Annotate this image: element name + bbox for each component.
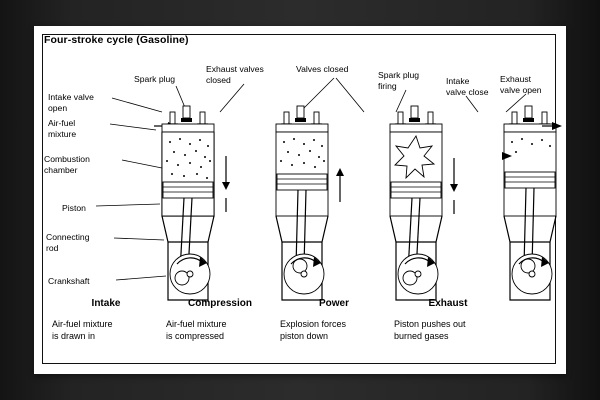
label-intake-valve-open: Intake valve open [48, 92, 94, 113]
label-spark-plug: Spark plug [134, 74, 176, 84]
stage-label-compression: Compression [188, 298, 252, 309]
stage-caption-exhaust: Piston pushes out burned gases [394, 319, 466, 341]
label-crankshaft: Crankshaft [48, 276, 90, 286]
label-exhaust-valves-closed: Exhaust valves closed [206, 64, 264, 85]
stage-caption-compression: Air-fuel mixture is compressed [166, 319, 227, 341]
label-air-fuel-mixture: Air-fuel mixture [48, 118, 77, 139]
stage-diagram-intake [154, 106, 230, 300]
label-spark-plug-firing: Spark plug firing [378, 70, 420, 91]
stage-diagram-compression [276, 106, 344, 300]
stage-caption-power: Explosion forces piston down [280, 319, 347, 341]
stage-caption-intake: Air-fuel mixture is drawn in [52, 319, 113, 341]
diagram-sheet [34, 26, 566, 374]
stage-label-intake: Intake [91, 298, 121, 309]
stage-diagram-exhaust [502, 106, 562, 300]
label-connecting-rod: Connecting rod [46, 232, 90, 253]
label-piston: Piston [62, 203, 86, 213]
stage-diagram-power [390, 106, 458, 300]
label-valves-closed: Valves closed [296, 64, 349, 74]
stage-label-exhaust: Exhaust [428, 298, 468, 309]
diagram-title: Four-stroke cycle (Gasoline) [44, 34, 189, 46]
label-exhaust-valve-open: Exhaust valve open [500, 74, 542, 95]
label-combustion-chamber: Combustion chamber [44, 154, 90, 175]
label-intake-valve-close: Intake valve close [446, 76, 489, 97]
stage-label-power: Power [318, 298, 349, 309]
